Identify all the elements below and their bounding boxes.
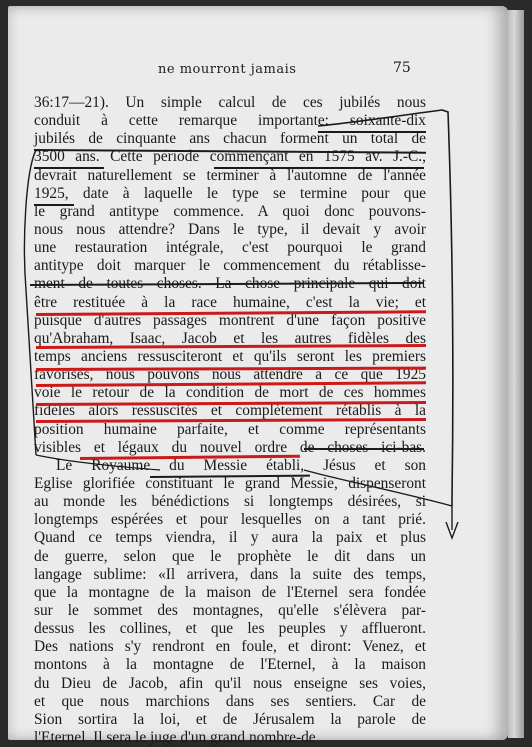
page-edge [508, 10, 524, 738]
ink-underline [318, 131, 426, 133]
text-line: qu'Abraham, Isaac, Jacob et les autres fidèles des [34, 329, 426, 347]
text-line: conduit à cette remarque importante: soixante-dix [34, 112, 426, 130]
text-line: de guerre, selon que le prophète le dit dans un [34, 547, 426, 565]
text-line: antitype doit marquer le commencement du rétablisse- [34, 257, 426, 275]
text-line: 1925, date à laquelle le type se termine pour que [34, 184, 426, 202]
running-head: ne mourront jamais [158, 62, 297, 77]
text-line: voie le retour de la condition de mort de ces hommes [34, 384, 426, 402]
page-header [0, 62, 532, 82]
text-line: Eglise glorifiée constituant le grand Messie, dispenseront [34, 474, 426, 492]
text-line: Sion sortira la loi, et de Jérusalem la parole de [34, 710, 426, 728]
text-line: favorisés, nous pouvons nous attendre à ce que 1925 [34, 366, 426, 384]
text-line: jubilés de cinquante ans chacun forment un total de [34, 130, 426, 148]
text-line: 36:17—21). Un simple calcul de ces jubilés nous [34, 94, 426, 111]
ink-underline [34, 204, 74, 206]
ink-underline [34, 167, 104, 169]
text-line: puisque d'autres passages montrent d'une façon positive [34, 311, 426, 329]
text-line: montons à la montagne de l'Eternel, à la maison [34, 656, 426, 674]
text-line: 3500 ans. Cette période commençant en 1575 av. J.-C., [34, 148, 426, 166]
text-line: fidèles alors ressuscités et complètement rétablis à la [34, 402, 426, 420]
text-line: langage sublime: «Il arrivera, dans la suite des temps, [34, 565, 426, 583]
text-line: que la montagne de la maison de l'Eternel sera fondée [34, 583, 426, 601]
text-line: et que nous marchions dans ses sentiers. Car de [34, 692, 426, 710]
text-line: Des nations s'y rendront en foule, et diront: Venez, et [34, 638, 426, 656]
text-line: une restauration intégrale, c'est pourquoi le grand [34, 239, 426, 257]
text-line: sur le sommet des montagnes, qu'elle s'élèvera par- [34, 601, 426, 619]
text-line: nous nous attendre? Dans le type, il devait y avoir [34, 220, 426, 238]
text-line: du Dieu de Jacob, afin qu'il nous enseigne ses voies, [34, 674, 426, 692]
text-line: au monde les bénédictions si longtemps désirées, si [34, 493, 426, 511]
ink-underline [214, 167, 424, 169]
text-line: Le Royaume du Messie établi, Jésus et son [56, 456, 426, 474]
text-line: devrait naturellement se terminer à l'automne de l'année [34, 166, 426, 184]
text-line: longtemps espérées et pour lesquelles on a tant prié. [34, 511, 426, 529]
text-line: dessus les collines, et que les peuples y afflueront. [34, 620, 426, 638]
text-line: Quand ce temps viendra, il y aura la paix et plus [34, 529, 426, 547]
text-line: être restituée à la race humaine, c'est la vie; et [34, 293, 426, 311]
text-line: l'Eternel. Il sera le juge d'un grand nombre-de [34, 728, 316, 746]
ink-underline [304, 448, 424, 450]
text-line: temps anciens ressusciteront et qu'ils seront les premiers [34, 347, 426, 365]
page-number: 75 [393, 60, 411, 76]
text-line: ment de toutes choses. La chose principale qui doit [34, 275, 426, 293]
text-line: le grand antitype commence. A quoi donc pouvons- [34, 202, 426, 220]
text-line: visibles et légaux du nouvel ordre de choses ici-bas. [34, 438, 426, 456]
text-line: position humaine parfaite, et comme représentants [34, 420, 426, 438]
